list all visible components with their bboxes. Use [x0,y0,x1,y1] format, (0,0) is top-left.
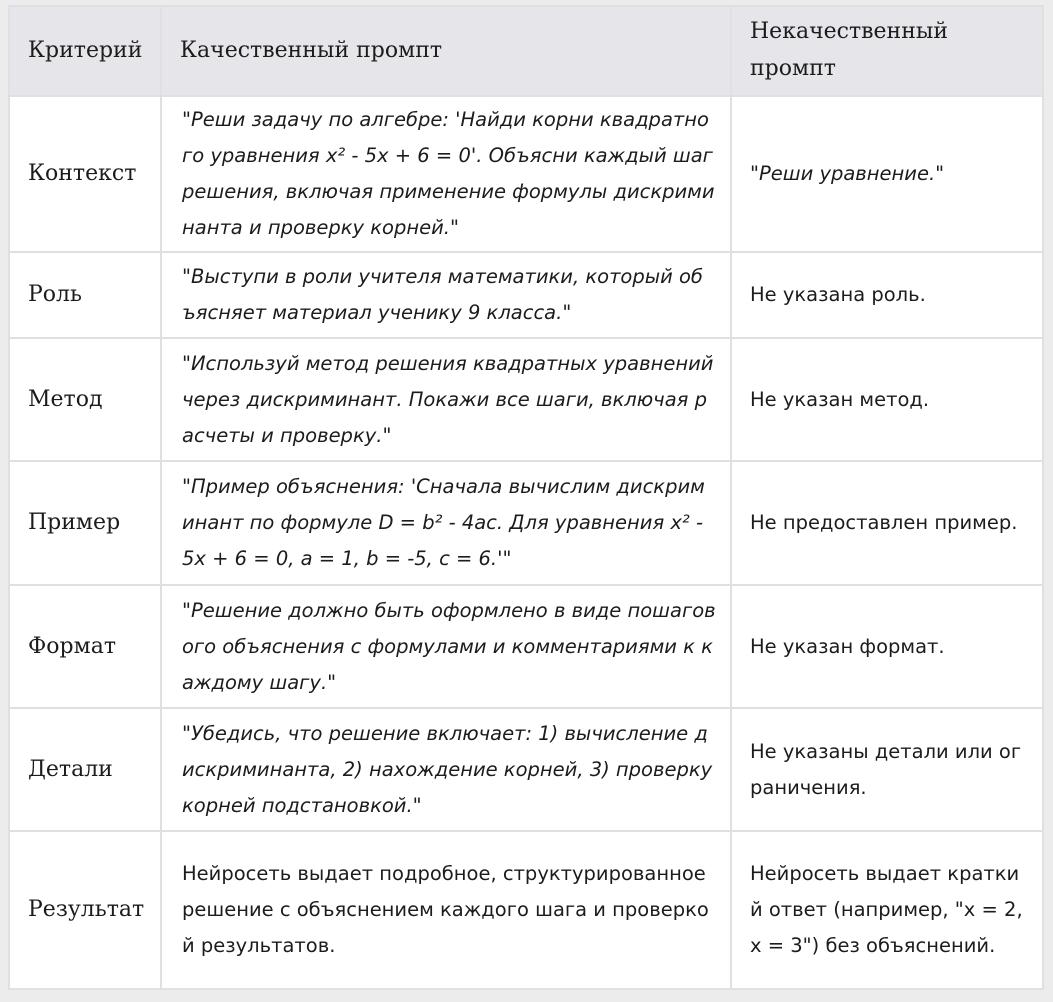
bad-prompt-cell: Не предоставлен пример. [732,462,1042,584]
criterion-cell: Роль [10,253,160,337]
good-prompt-cell: "Выступи в роли учителя математики, который объясняет материал ученику 9 класса." [162,253,730,337]
header-criterion: Критерий [10,7,160,95]
table-row [10,97,1042,251]
table-body [10,97,1042,988]
header-good-prompt: Качественный промпт [162,7,730,95]
table-row [10,586,1042,707]
good-prompt-cell: "Убедись, что решение включает: 1) вычисление дискриминанта, 2) нахождение корней, 3) проверку корней подстановкой." [162,709,730,830]
good-prompt-cell: "Пример объяснения: 'Сначала вычислим дискриминант по формуле D = b² - 4ac. Для уравнения x² - 5x + 6 = 0, a = 1, b = -5, c = 6.'" [162,462,730,584]
bad-prompt-cell: Не указаны детали или ограничения. [732,709,1042,830]
bad-prompt-cell: Нейросеть выдает краткий ответ (например, "x = 2, x = 3") без объяснений. [732,832,1042,988]
header-row [10,7,1042,95]
bad-prompt-cell: "Реши уравнение." [732,97,1042,251]
table-row [10,462,1042,584]
table-row [10,339,1042,460]
good-prompt-cell: "Используй метод решения квадратных уравнений через дискриминант. Покажи все шаги, включая расчеты и проверку." [162,339,730,460]
table-row [10,253,1042,337]
criterion-cell: Формат [10,586,160,707]
prompt-comparison-table [8,5,1044,990]
comparison-table [8,5,1044,990]
good-prompt-cell: "Решение должно быть оформлено в виде пошагового объяснения с формулами и комментариями к каждому шагу." [162,586,730,707]
criterion-cell: Пример [10,462,160,584]
criterion-cell: Детали [10,709,160,830]
good-prompt-cell: Нейросеть выдает подробное, структурированное решение с объяснением каждого шага и проверкой результатов. [162,832,730,988]
table-row [10,709,1042,830]
good-prompt-cell: "Реши задачу по алгебре: 'Найди корни квадратного уравнения x² - 5x + 6 = 0'. Объясни каждый шаг решения, включая применение формулы дискриминанта и проверку корней." [162,97,730,251]
header-bad-prompt: Некачественный промпт [732,7,1042,95]
criterion-cell: Контекст [10,97,160,251]
bad-prompt-cell: Не указана роль. [732,253,1042,337]
criterion-cell: Результат [10,832,160,988]
bad-prompt-cell: Не указан метод. [732,339,1042,460]
bad-prompt-cell: Не указан формат. [732,586,1042,707]
criterion-cell: Метод [10,339,160,460]
table-row [10,832,1042,988]
table-header [10,7,1042,95]
